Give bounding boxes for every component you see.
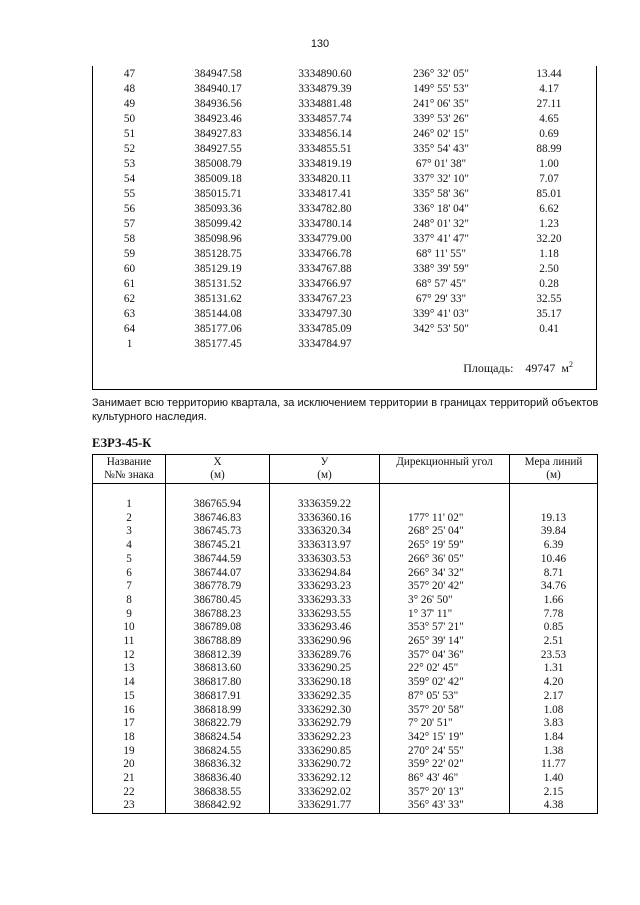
table-row [93, 799, 598, 813]
table-row [93, 567, 598, 581]
point-number: 57 [123, 218, 136, 230]
x-coordinate: 386745.21 [166, 539, 270, 553]
table-row [93, 322, 596, 337]
x-coordinate: 386824.54 [166, 731, 270, 745]
table-row [93, 786, 598, 800]
table-row [93, 717, 598, 731]
table-header-row [93, 455, 598, 484]
line-length: 3.83 [510, 717, 598, 731]
table-row [93, 745, 598, 759]
table-row [93, 202, 596, 217]
spacer-cell [380, 484, 510, 499]
y-coordinate: 3336292.12 [270, 772, 380, 786]
y-coordinate: 3336292.79 [270, 717, 380, 731]
y-coordinate: 3334879.39 [298, 83, 352, 95]
table-row [93, 262, 596, 277]
direction-angle: 359° 02' 42" [380, 676, 510, 690]
table-row [93, 307, 596, 322]
y-coordinate: 3336290.25 [270, 662, 380, 676]
x-coordinate: 386788.89 [166, 635, 270, 649]
header-x [166, 455, 270, 484]
direction-angle: 335° 58' 36" [413, 188, 469, 200]
table-row [93, 127, 596, 142]
y-coordinate: 3336360.16 [270, 512, 380, 526]
y-coordinate: 3334819.19 [298, 158, 352, 170]
area-unit-superscript: 2 [569, 360, 573, 369]
direction-angle: 149° 55' 53" [413, 83, 469, 95]
line-length: 1.23 [539, 218, 559, 230]
y-coordinate: 3334817.41 [298, 188, 352, 200]
y-coordinate: 3336292.30 [270, 704, 380, 718]
direction-angle: 3° 26' 50" [380, 594, 510, 608]
point-number: 11 [93, 635, 166, 649]
table-row [93, 731, 598, 745]
x-coordinate: 384927.83 [194, 128, 242, 140]
direction-angle: 359° 22' 02" [380, 758, 510, 772]
line-length: 88.99 [536, 143, 562, 155]
area-line [93, 360, 573, 376]
x-coordinate: 386746.83 [166, 512, 270, 526]
x-coordinate: 386778.79 [166, 580, 270, 594]
direction-angle: 342° 53' 50" [413, 323, 469, 335]
x-coordinate: 386812.39 [166, 649, 270, 663]
y-coordinate: 3334881.48 [298, 98, 352, 110]
y-coordinate: 3336293.46 [270, 621, 380, 635]
table-row [93, 662, 598, 676]
direction-angle: 337° 32' 10" [413, 173, 469, 185]
point-number: 47 [123, 68, 136, 80]
line-length: 2.50 [539, 263, 559, 275]
point-number: 10 [93, 621, 166, 635]
continuation-table [93, 67, 596, 352]
point-number: 53 [123, 158, 136, 170]
line-length: 1.00 [539, 158, 559, 170]
table-row [93, 97, 596, 112]
header-x-line1: X [213, 456, 222, 468]
direction-angle: 177° 11' 02" [380, 512, 510, 526]
spacer-cell [270, 484, 380, 499]
x-coordinate: 386822.79 [166, 717, 270, 731]
direction-angle: 1° 37' 11" [380, 608, 510, 622]
direction-angle: 87° 05' 53" [380, 690, 510, 704]
x-coordinate: 385128.75 [194, 248, 242, 260]
line-length: 1.18 [539, 248, 559, 260]
y-coordinate: 3336359.22 [270, 498, 380, 512]
line-length: 6.62 [539, 203, 559, 215]
header-name [93, 455, 166, 484]
y-coordinate: 3336290.96 [270, 635, 380, 649]
line-length: 1.38 [510, 745, 598, 759]
x-coordinate: 384947.58 [194, 68, 242, 80]
x-coordinate: 386818.99 [166, 704, 270, 718]
y-coordinate: 3336290.72 [270, 758, 380, 772]
line-length: 10.46 [510, 553, 598, 567]
direction-angle: 339° 41' 03" [413, 308, 469, 320]
y-coordinate: 3336320.34 [270, 525, 380, 539]
x-coordinate: 385015.71 [194, 188, 242, 200]
point-number: 61 [123, 278, 136, 290]
y-coordinate: 3334782.80 [298, 203, 352, 215]
table-row [93, 649, 598, 663]
table-row [93, 82, 596, 97]
direction-angle: 338° 39' 59" [413, 263, 469, 275]
line-length: 85.01 [536, 188, 562, 200]
direction-angle: 357° 20' 13" [380, 786, 510, 800]
direction-angle: 336° 18' 04" [413, 203, 469, 215]
spacer-cell [510, 484, 598, 499]
table-row [93, 337, 596, 352]
header-angle [380, 455, 510, 484]
point-number: 59 [123, 248, 136, 260]
line-length: 23.53 [510, 649, 598, 663]
line-length: 0.41 [539, 323, 559, 335]
x-coordinate: 385009.18 [194, 173, 242, 185]
y-coordinate: 3336293.55 [270, 608, 380, 622]
x-coordinate: 385129.19 [194, 263, 242, 275]
point-number: 16 [93, 704, 166, 718]
y-coordinate: 3336292.02 [270, 786, 380, 800]
line-length: 4.38 [510, 799, 598, 813]
y-coordinate: 3334785.09 [298, 323, 352, 335]
point-number: 14 [93, 676, 166, 690]
point-number: 13 [93, 662, 166, 676]
page-number: 130 [310, 38, 330, 50]
line-length: 7.07 [539, 173, 559, 185]
point-number: 51 [123, 128, 136, 140]
point-number: 48 [123, 83, 136, 95]
y-coordinate: 3336294.84 [270, 567, 380, 581]
table-row [93, 172, 596, 187]
table-row [93, 580, 598, 594]
x-coordinate: 385131.52 [194, 278, 242, 290]
x-coordinate: 386838.55 [166, 786, 270, 800]
line-length: 27.11 [536, 98, 562, 110]
header-y-line1: У [320, 456, 329, 468]
x-coordinate: 386744.07 [166, 567, 270, 581]
table-row [93, 187, 596, 202]
zone-title: ЕЗРЗ-45-К [92, 436, 152, 450]
x-coordinate: 386744.59 [166, 553, 270, 567]
point-number: 12 [93, 649, 166, 663]
direction-angle [380, 498, 510, 512]
x-coordinate: 386817.80 [166, 676, 270, 690]
line-length [502, 337, 596, 352]
point-number: 18 [93, 731, 166, 745]
table-row [93, 157, 596, 172]
y-coordinate: 3334784.97 [298, 338, 352, 350]
x-coordinate: 386765.94 [166, 498, 270, 512]
y-coordinate: 3334767.88 [298, 263, 352, 275]
point-number: 9 [93, 608, 166, 622]
line-length: 13.44 [536, 68, 562, 80]
spacer-row [93, 484, 598, 499]
area-label: Площадь: [463, 361, 514, 375]
line-length [510, 498, 598, 512]
direction-angle [380, 337, 502, 352]
direction-angle: 7° 20' 51" [380, 717, 510, 731]
point-number: 19 [93, 745, 166, 759]
x-coordinate: 386789.08 [166, 621, 270, 635]
area-unit: м [561, 361, 569, 375]
x-coordinate: 384940.17 [194, 83, 242, 95]
point-number: 17 [93, 717, 166, 731]
line-length: 1.66 [510, 594, 598, 608]
direction-angle: 342° 15' 19" [380, 731, 510, 745]
zone-coordinates-table [92, 454, 598, 814]
y-coordinate: 3336290.18 [270, 676, 380, 690]
table-row [93, 512, 598, 526]
table-row [93, 112, 596, 127]
table-row [93, 292, 596, 307]
point-number: 21 [93, 772, 166, 786]
line-length: 6.39 [510, 539, 598, 553]
direction-angle: 265° 39' 14" [380, 635, 510, 649]
table-row [93, 142, 596, 157]
x-coordinate: 385144.08 [194, 308, 242, 320]
point-number: 23 [93, 799, 166, 813]
direction-angle: 266° 34' 32" [380, 567, 510, 581]
y-coordinate: 3334797.30 [298, 308, 352, 320]
x-coordinate: 385131.62 [194, 293, 242, 305]
y-coordinate: 3334766.78 [298, 248, 352, 260]
point-number: 62 [123, 293, 136, 305]
line-length: 34.76 [510, 580, 598, 594]
point-number: 49 [123, 98, 136, 110]
point-number: 15 [93, 690, 166, 704]
y-coordinate: 3334856.14 [298, 128, 352, 140]
x-coordinate: 384936.56 [194, 98, 242, 110]
y-coordinate: 3334857.74 [298, 113, 352, 125]
y-coordinate: 3336290.85 [270, 745, 380, 759]
point-number: 52 [123, 143, 136, 155]
line-length: 39.84 [510, 525, 598, 539]
x-coordinate: 385177.06 [194, 323, 242, 335]
line-length: 32.55 [536, 293, 562, 305]
table-row [93, 772, 598, 786]
y-coordinate: 3336292.23 [270, 731, 380, 745]
header-angle-line1: Дирекционный угол [396, 456, 493, 468]
point-number: 1 [93, 498, 166, 512]
y-coordinate: 3334820.11 [298, 173, 352, 185]
x-coordinate: 386842.92 [166, 799, 270, 813]
header-y [270, 455, 380, 484]
table-row [93, 704, 598, 718]
table-row [93, 608, 598, 622]
line-length: 19.13 [510, 512, 598, 526]
line-length: 4.17 [539, 83, 559, 95]
point-number: 3 [93, 525, 166, 539]
x-coordinate: 386788.23 [166, 608, 270, 622]
y-coordinate: 3336293.33 [270, 594, 380, 608]
point-number: 6 [93, 567, 166, 581]
direction-angle: 339° 53' 26" [413, 113, 469, 125]
point-number: 1 [126, 338, 133, 350]
point-number: 4 [93, 539, 166, 553]
table-row [93, 635, 598, 649]
point-number: 55 [123, 188, 136, 200]
line-length: 2.17 [510, 690, 598, 704]
x-coordinate: 386836.32 [166, 758, 270, 772]
point-number: 58 [123, 233, 136, 245]
header-length-line2: (м) [546, 469, 561, 481]
header-x-line2: (м) [210, 469, 225, 481]
x-coordinate: 386813.60 [166, 662, 270, 676]
direction-angle: 248° 01' 32" [413, 218, 469, 230]
direction-angle: 357° 04' 36" [380, 649, 510, 663]
line-length: 1.08 [510, 704, 598, 718]
line-length: 0.85 [510, 621, 598, 635]
direction-angle: 86° 43' 46" [380, 772, 510, 786]
point-number: 63 [123, 308, 136, 320]
y-coordinate: 3334779.00 [298, 233, 352, 245]
header-y-line2: (м) [317, 469, 332, 481]
table-row [93, 553, 598, 567]
y-coordinate: 3336292.35 [270, 690, 380, 704]
table-row [93, 498, 598, 512]
direction-angle: 68° 57' 45" [415, 278, 467, 290]
line-length: 7.78 [510, 608, 598, 622]
point-number: 50 [123, 113, 136, 125]
y-coordinate: 3334855.51 [298, 143, 352, 155]
y-coordinate: 3336303.53 [270, 553, 380, 567]
table-row [93, 247, 596, 262]
y-coordinate: 3334890.60 [298, 68, 352, 80]
table-row [93, 621, 598, 635]
point-number: 20 [93, 758, 166, 772]
y-coordinate: 3336313.97 [270, 539, 380, 553]
direction-angle: 357° 20' 42" [380, 580, 510, 594]
table-row [93, 67, 596, 82]
spacer-cell [166, 484, 270, 499]
y-coordinate: 3336291.77 [270, 799, 380, 813]
direction-angle: 68° 11' 55" [416, 248, 466, 260]
direction-angle: 22° 02' 45" [380, 662, 510, 676]
x-coordinate: 385177.45 [194, 338, 242, 350]
direction-angle: 246° 02' 15" [413, 128, 469, 140]
direction-angle: 241° 06' 35" [413, 98, 469, 110]
table-row [93, 676, 598, 690]
x-coordinate: 386836.40 [166, 772, 270, 786]
line-length: 2.51 [510, 635, 598, 649]
line-length: 1.40 [510, 772, 598, 786]
point-number: 60 [123, 263, 136, 275]
y-coordinate: 3336293.23 [270, 580, 380, 594]
area-value: 49747 [525, 361, 556, 375]
direction-angle: 67° 01' 38" [415, 158, 467, 170]
direction-angle: 265° 19' 59" [380, 539, 510, 553]
table-row [93, 758, 598, 772]
line-length: 11.77 [510, 758, 598, 772]
territory-note: Занимает всю территорию квартала, за исключением территории в границах территорий объектов культурного наследия. [92, 397, 599, 423]
line-length: 8.71 [510, 567, 598, 581]
direction-angle: 357° 20' 58" [380, 704, 510, 718]
x-coordinate: 386817.91 [166, 690, 270, 704]
header-length [510, 455, 598, 484]
direction-angle: 266° 36' 05" [380, 553, 510, 567]
point-number: 54 [123, 173, 136, 185]
x-coordinate: 384923.46 [194, 113, 242, 125]
line-length: 1.84 [510, 731, 598, 745]
point-number: 8 [93, 594, 166, 608]
line-length: 0.28 [539, 278, 559, 290]
x-coordinate: 384927.55 [194, 143, 242, 155]
table-row [93, 277, 596, 292]
spacer-cell [93, 484, 166, 499]
direction-angle: 356° 43' 33" [380, 799, 510, 813]
continuation-table-box [92, 66, 597, 390]
y-coordinate: 3334767.23 [298, 293, 352, 305]
y-coordinate: 3334780.14 [298, 218, 352, 230]
table-row [93, 539, 598, 553]
header-length-line1: Мера линий [524, 456, 583, 468]
line-length: 35.17 [536, 308, 562, 320]
point-number: 64 [123, 323, 136, 335]
direction-angle: 67° 29' 33" [415, 293, 467, 305]
x-coordinate: 385098.96 [194, 233, 242, 245]
point-number: 2 [93, 512, 166, 526]
x-coordinate: 386780.45 [166, 594, 270, 608]
table-row [93, 232, 596, 247]
table-row [93, 525, 598, 539]
direction-angle: 270° 24' 55" [380, 745, 510, 759]
point-number: 56 [123, 203, 136, 215]
y-coordinate: 3336289.76 [270, 649, 380, 663]
header-name-line2: №№ знака [104, 469, 154, 481]
direction-angle: 353° 57' 21" [380, 621, 510, 635]
direction-angle: 337° 41' 47" [413, 233, 469, 245]
line-length: 32.20 [536, 233, 562, 245]
table-row [93, 594, 598, 608]
table-row [93, 217, 596, 232]
point-number: 5 [93, 553, 166, 567]
line-length: 0.69 [539, 128, 559, 140]
direction-angle: 268° 25' 04" [380, 525, 510, 539]
x-coordinate: 386745.73 [166, 525, 270, 539]
y-coordinate: 3334766.97 [298, 278, 352, 290]
point-number: 22 [93, 786, 166, 800]
x-coordinate: 385099.42 [194, 218, 242, 230]
point-number: 7 [93, 580, 166, 594]
direction-angle: 236° 32' 05" [413, 68, 469, 80]
x-coordinate: 385093.36 [194, 203, 242, 215]
x-coordinate: 386824.55 [166, 745, 270, 759]
line-length: 4.65 [539, 113, 559, 125]
line-length: 4.20 [510, 676, 598, 690]
header-name-line1: Название [106, 456, 152, 468]
line-length: 2.15 [510, 786, 598, 800]
table-row [93, 690, 598, 704]
x-coordinate: 385008.79 [194, 158, 242, 170]
line-length: 1.31 [510, 662, 598, 676]
direction-angle: 335° 54' 43" [413, 143, 469, 155]
